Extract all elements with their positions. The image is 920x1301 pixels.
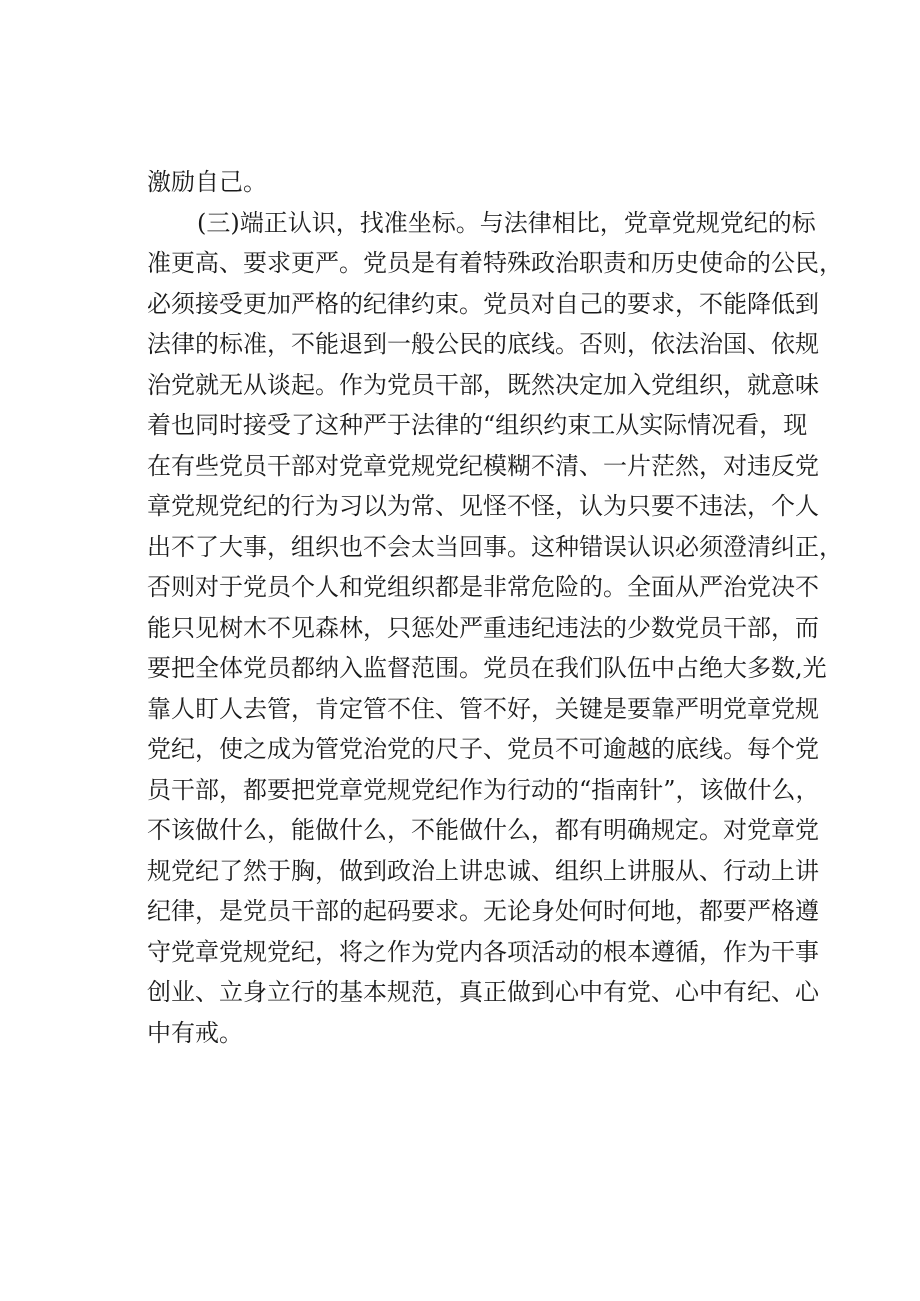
text-line-9: 章党规党纪的行为习以为常、见怪不怪，认为只要不违法，个人 bbox=[147, 492, 819, 520]
text-line-13: 要把全体党员都纳入监督范围。党员在我们队伍中占绝大多数,光 bbox=[147, 654, 827, 682]
text-line-1: 激励自己。 bbox=[147, 168, 267, 196]
text-line-8: 在有些党员干部对党章党规党纪模糊不清、一片茫然，对违反党 bbox=[147, 451, 819, 480]
body-text bbox=[147, 162, 843, 1053]
text-line-18: 规党纪了然于胸，做到政治上讲忠诚、组织上讲服从、行动上讲 bbox=[147, 856, 819, 885]
text-line-11: 否则对于党员个人和党组织都是非常危险的。全面从严治党决不 bbox=[147, 573, 819, 601]
text-line-4: 必须接受更加严格的纪律约束。党员对自己的要求，不能降低到 bbox=[147, 289, 819, 318]
text-line-14: 靠人盯人去管，肯定管不住、管不好，关键是要靠严明党章党规 bbox=[147, 694, 819, 723]
text-line-20: 守党章党规党纪，将之作为党内各项活动的根本遵循，作为干事 bbox=[147, 937, 819, 966]
text-line-3: 准更高、要求更严。党员是有着特殊政治职责和历史使命的公民， bbox=[147, 249, 843, 277]
text-line-12: 能只见树木不见森林，只惩处严重违纪违法的少数党员干部，而 bbox=[147, 613, 819, 642]
text-line-15: 党纪，使之成为管党治党的尺子、党员不可逾越的底线。每个党 bbox=[147, 735, 819, 763]
text-line-5: 法律的标准，不能退到一般公民的底线。否则，依法治国、依规 bbox=[147, 330, 819, 358]
text-line-21: 创业、立身立行的基本规范，真正做到心中有党、心中有纪、心 bbox=[147, 978, 819, 1006]
text-line-2: (三)端正认识，找准坐标。与法律相比，党章党规党纪的标 bbox=[197, 208, 816, 237]
text-line-6: 治党就无从谈起。作为党员干部，既然决定加入党组织，就意味 bbox=[147, 370, 819, 399]
text-line-16: 员干部，都要把党章党规党纪作为行动的“指南针”，该做什么， bbox=[147, 775, 820, 804]
text-line-19: 纪律，是党员干部的起码要求。无论身处何时何地，都要严格遵 bbox=[147, 897, 819, 925]
text-line-10: 出不了大事，组织也不会太当回事。这种错误认识必须澄清纠正， bbox=[147, 532, 843, 561]
text-line-22: 中有戒。 bbox=[147, 1018, 243, 1047]
text-line-17: 不该做什么，能做什么，不能做什么，都有明确规定。对党章党 bbox=[147, 816, 819, 844]
text-line-7: 着也同时接受了这种严于法律的“组织约束工从实际情况看，现 bbox=[147, 411, 808, 439]
